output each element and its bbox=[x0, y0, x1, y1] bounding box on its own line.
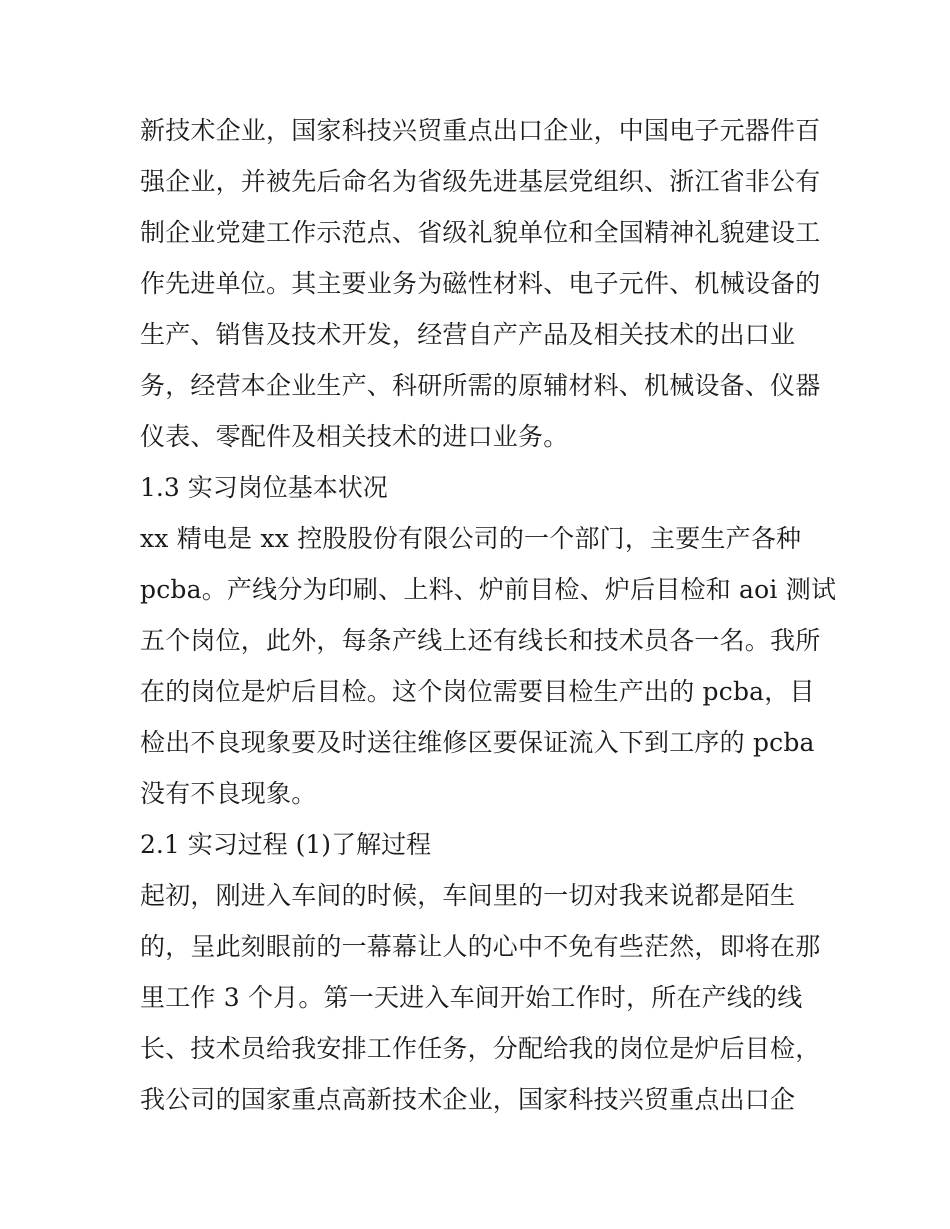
text-line: 长、技术员给我安排工作任务，分配给我的岗位是炉后目检， bbox=[140, 1034, 821, 1063]
text-line: xx 精电是 xx 控股股份有限公司的一个部门，主要生产各种 bbox=[140, 524, 802, 553]
text-line: 我公司的国家重点高新技术企业，国家科技兴贸重点出口企 bbox=[140, 1085, 796, 1114]
text-line: 务，经营本企业生产、科研所需的原辅材料、机械设备、仪器 bbox=[140, 371, 821, 400]
text-line: 制企业党建工作示范点、省级礼貌单位和全国精神礼貌建设工 bbox=[140, 218, 821, 247]
text-line: pcba。产线分为印刷、上料、炉前目检、炉后目检和 aoi 测试 bbox=[140, 575, 837, 604]
text-line: 检出不良现象要及时送往维修区要保证流入下到工序的 pcba bbox=[140, 728, 815, 757]
text-line: 五个岗位，此外，每条产线上还有线长和技术员各一名。我所 bbox=[140, 626, 821, 655]
text-line: 的，呈此刻眼前的一幕幕让人的心中不免有些茫然，即将在那 bbox=[140, 932, 821, 961]
text-line: 生产、销售及技术开发，经营自产产品及相关技术的出口业 bbox=[140, 320, 796, 349]
text-line: 仪表、零配件及相关技术的进口业务。 bbox=[140, 422, 569, 451]
section-heading: 1.3 实习岗位基本状况 bbox=[140, 473, 388, 502]
document-body bbox=[140, 105, 837, 1125]
text-line: 里工作 3 个月。第一天进入车间开始工作时，所在产线的线 bbox=[140, 983, 803, 1012]
text-line: 起初，刚进入车间的时候，车间里的一切对我来说都是陌生 bbox=[140, 881, 796, 910]
text-line: 强企业，并被先后命名为省级先进基层党组织、浙江省非公有 bbox=[140, 167, 821, 196]
text-line: 没有不良现象。 bbox=[140, 779, 317, 808]
text-line: 在的岗位是炉后目检。这个岗位需要目检生产出的 pcba，目 bbox=[140, 677, 815, 706]
text-line: 新技术企业，国家科技兴贸重点出口企业，中国电子元器件百 bbox=[140, 116, 821, 145]
text-line: 作先进单位。其主要业务为磁性材料、电子元件、机械设备的 bbox=[140, 269, 821, 298]
section-heading: 2.1 实习过程 (1)了解过程 bbox=[140, 830, 432, 859]
